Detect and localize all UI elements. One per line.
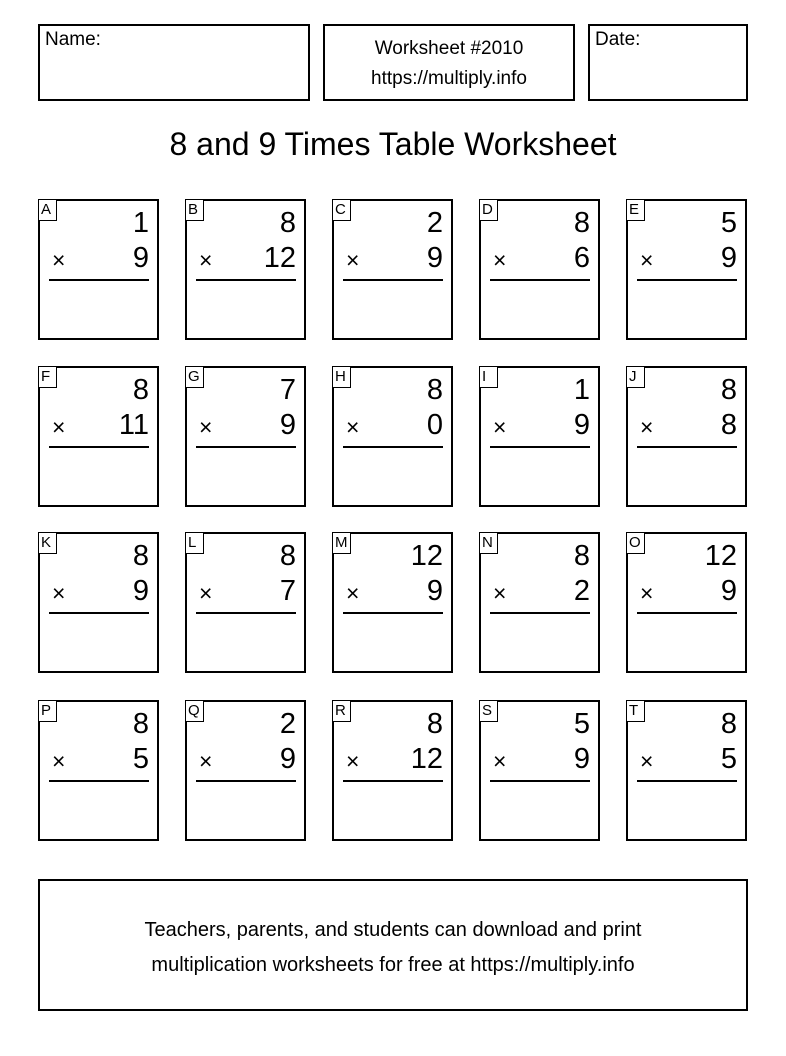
footer-line-1: Teachers, parents, and students can download and print	[144, 919, 642, 941]
problem-letter: E	[626, 199, 645, 221]
multiplier: 9	[279, 743, 296, 775]
multiply-sign: ×	[346, 414, 360, 440]
multiplier: 12	[263, 242, 296, 274]
problem-letter: D	[479, 199, 498, 221]
problem-letter: L	[185, 532, 204, 554]
problem-card[interactable]	[479, 532, 600, 673]
multiplier: 9	[426, 242, 443, 274]
multiplicand: 8	[573, 540, 590, 572]
answer-line	[49, 446, 149, 448]
problem-card[interactable]	[332, 532, 453, 673]
name-field[interactable]	[38, 24, 310, 101]
answer-line	[637, 279, 737, 281]
multiply-sign: ×	[52, 247, 66, 273]
problem-card[interactable]	[332, 199, 453, 340]
multiplicand: 8	[132, 374, 149, 406]
multiply-sign: ×	[199, 748, 213, 774]
problem-card[interactable]	[185, 700, 306, 841]
multiply-sign: ×	[640, 748, 654, 774]
problem-card[interactable]	[332, 366, 453, 507]
problem-letter: R	[332, 700, 351, 722]
problem-card[interactable]	[38, 199, 159, 340]
problem-card[interactable]	[185, 199, 306, 340]
multiplier: 2	[573, 575, 590, 607]
multiply-sign: ×	[640, 414, 654, 440]
multiplier: 12	[410, 743, 443, 775]
worksheet-number: Worksheet #2010	[374, 38, 524, 59]
multiply-sign: ×	[346, 580, 360, 606]
multiplier: 9	[720, 242, 737, 274]
name-label: Name:	[45, 29, 101, 50]
answer-line	[637, 446, 737, 448]
problem-card[interactable]	[626, 532, 747, 673]
multiplier: 9	[279, 409, 296, 441]
multiplicand: 7	[279, 374, 296, 406]
problem-card[interactable]	[626, 366, 747, 507]
multiply-sign: ×	[346, 247, 360, 273]
multiplier: 6	[573, 242, 590, 274]
problem-letter: H	[332, 366, 351, 388]
problem-card[interactable]	[479, 700, 600, 841]
problem-letter: S	[479, 700, 498, 722]
problem-card[interactable]	[479, 366, 600, 507]
problem-card[interactable]	[185, 366, 306, 507]
multiplicand: 8	[720, 708, 737, 740]
answer-line	[490, 279, 590, 281]
problem-card[interactable]	[332, 700, 453, 841]
multiplicand: 8	[132, 708, 149, 740]
multiply-sign: ×	[52, 580, 66, 606]
multiplicand: 5	[573, 708, 590, 740]
multiplier: 8	[720, 409, 737, 441]
multiplier: 9	[132, 242, 149, 274]
problem-letter: C	[332, 199, 351, 221]
problem-letter: A	[38, 199, 57, 221]
multiplicand: 2	[279, 708, 296, 740]
multiplicand: 8	[132, 540, 149, 572]
problem-letter: G	[185, 366, 204, 388]
problem-letter: Q	[185, 700, 204, 722]
problem-letter: J	[626, 366, 645, 388]
footer-note	[38, 879, 748, 1011]
answer-line	[196, 612, 296, 614]
multiply-sign: ×	[493, 580, 507, 606]
multiply-sign: ×	[640, 247, 654, 273]
multiply-sign: ×	[493, 748, 507, 774]
multiplicand: 8	[573, 207, 590, 239]
multiplier: 9	[132, 575, 149, 607]
multiplier: 5	[132, 743, 149, 775]
multiplier: 0	[426, 409, 443, 441]
problem-letter: B	[185, 199, 204, 221]
date-label: Date:	[595, 29, 641, 50]
answer-line	[196, 780, 296, 782]
problem-letter: T	[626, 700, 645, 722]
problem-letter: I	[479, 366, 498, 388]
multiplicand: 8	[720, 374, 737, 406]
problem-letter: M	[332, 532, 351, 554]
answer-line	[637, 612, 737, 614]
multiply-sign: ×	[493, 247, 507, 273]
problem-card[interactable]	[626, 199, 747, 340]
multiplier: 11	[118, 409, 149, 441]
multiplicand: 8	[426, 374, 443, 406]
answer-line	[343, 446, 443, 448]
problem-card[interactable]	[38, 532, 159, 673]
problem-letter: F	[38, 366, 57, 388]
answer-line	[49, 780, 149, 782]
worksheet-url: https://multiply.info	[371, 68, 527, 89]
date-field[interactable]	[588, 24, 748, 101]
multiply-sign: ×	[493, 414, 507, 440]
answer-line	[490, 612, 590, 614]
multiplicand: 1	[132, 207, 149, 239]
multiply-sign: ×	[640, 580, 654, 606]
answer-line	[196, 446, 296, 448]
problem-letter: O	[626, 532, 645, 554]
multiply-sign: ×	[199, 247, 213, 273]
problem-letter: P	[38, 700, 57, 722]
answer-line	[490, 780, 590, 782]
answer-line	[196, 279, 296, 281]
multiply-sign: ×	[199, 414, 213, 440]
multiplier: 9	[573, 409, 590, 441]
multiplicand: 8	[279, 207, 296, 239]
problem-card[interactable]	[479, 199, 600, 340]
worksheet-info-box	[323, 24, 575, 101]
answer-line	[343, 612, 443, 614]
answer-line	[49, 279, 149, 281]
footer-line-2: multiplication worksheets for free at https://multiply.info	[151, 954, 635, 976]
problem-letter: K	[38, 532, 57, 554]
answer-line	[343, 780, 443, 782]
multiplicand: 5	[720, 207, 737, 239]
multiplicand: 2	[426, 207, 443, 239]
multiplicand: 8	[426, 708, 443, 740]
problem-card[interactable]	[38, 366, 159, 507]
multiply-sign: ×	[346, 748, 360, 774]
multiplier: 9	[426, 575, 443, 607]
problem-card[interactable]	[626, 700, 747, 841]
problem-card[interactable]	[185, 532, 306, 673]
page-title: 8 and 9 Times Table Worksheet	[169, 126, 617, 162]
answer-line	[637, 780, 737, 782]
multiplier: 5	[720, 743, 737, 775]
multiply-sign: ×	[199, 580, 213, 606]
answer-line	[49, 612, 149, 614]
multiply-sign: ×	[52, 414, 66, 440]
problem-letter: N	[479, 532, 498, 554]
answer-line	[490, 446, 590, 448]
multiplicand: 8	[279, 540, 296, 572]
multiply-sign: ×	[52, 748, 66, 774]
multiplicand: 1	[573, 374, 590, 406]
multiplier: 9	[720, 575, 737, 607]
problem-card[interactable]	[38, 700, 159, 841]
multiplicand: 12	[704, 540, 737, 572]
answer-line	[343, 279, 443, 281]
multiplier: 7	[279, 575, 296, 607]
multiplicand: 12	[410, 540, 443, 572]
multiplier: 9	[573, 743, 590, 775]
